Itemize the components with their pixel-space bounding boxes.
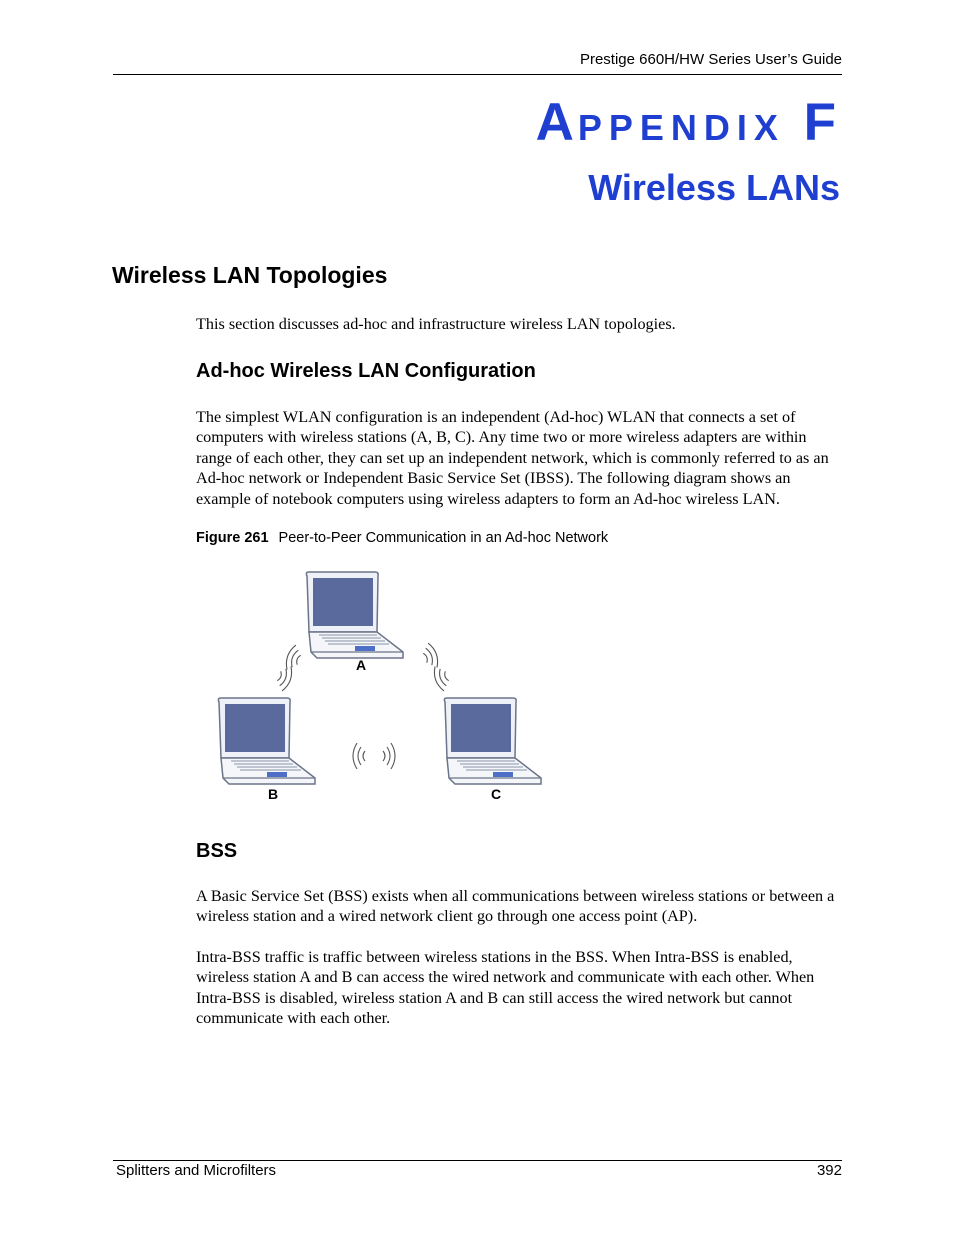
label-b: B xyxy=(267,786,279,802)
bss-paragraph-2: Intra-BSS traffic is traffic between wireless stations in the BSS. When Intra-BSS is enabled, wireless station A and B can access the wired network and communicate with each other. When Intra-BSS is disabled, wireless station A and B can still access the wired network but cannot communicate with each other. xyxy=(196,948,815,1028)
bss-heading: BSS xyxy=(196,840,238,862)
figure-caption xyxy=(196,530,608,546)
appendix-initial: A xyxy=(535,93,578,152)
label-a: A xyxy=(355,657,367,673)
footer-section: Splitters and Microfilters xyxy=(116,1162,277,1179)
section-heading: Wireless LAN Topologies xyxy=(112,262,388,288)
bss-paragraph-1: A Basic Service Set (BSS) exists when all communications between wireless stations or between a wireless station and a wired network client go through one access point (AP). xyxy=(196,887,835,926)
appendix-rest: PPENDIX xyxy=(577,107,785,148)
chapter-title: Wireless LANs xyxy=(588,167,840,208)
header-rule xyxy=(113,74,842,75)
section-intro: This section discusses ad-hoc and infrastructure wireless LAN topologies. xyxy=(196,315,676,333)
adhoc-network-diagram xyxy=(203,558,548,810)
running-header: Prestige 660H/HW Series User’s Guide xyxy=(579,51,842,68)
footer-rule xyxy=(113,1160,842,1161)
figure-caption-text: Peer-to-Peer Communication in an Ad-hoc Network xyxy=(278,530,609,546)
label-c: C xyxy=(490,786,502,802)
page-number: 392 xyxy=(816,1162,842,1179)
figure-number: Figure 261 xyxy=(196,530,269,546)
appendix-label xyxy=(535,93,840,152)
appendix-letter: F xyxy=(803,93,840,152)
adhoc-heading: Ad-hoc Wireless LAN Configuration xyxy=(196,360,536,382)
adhoc-paragraph: The simplest WLAN configuration is an independent (Ad-hoc) WLAN that connects a set of computers with wireless stations (A, B, C). Any time two or more wireless adapters are within range of each other, they can set up an independent network, which is commonly referred to as an Ad-hoc network or Independent Basic Service Set (IBSS). The following diagram shows an example of notebook computers using wireless adapters to form an Ad-hoc wireless LAN. xyxy=(196,408,829,508)
